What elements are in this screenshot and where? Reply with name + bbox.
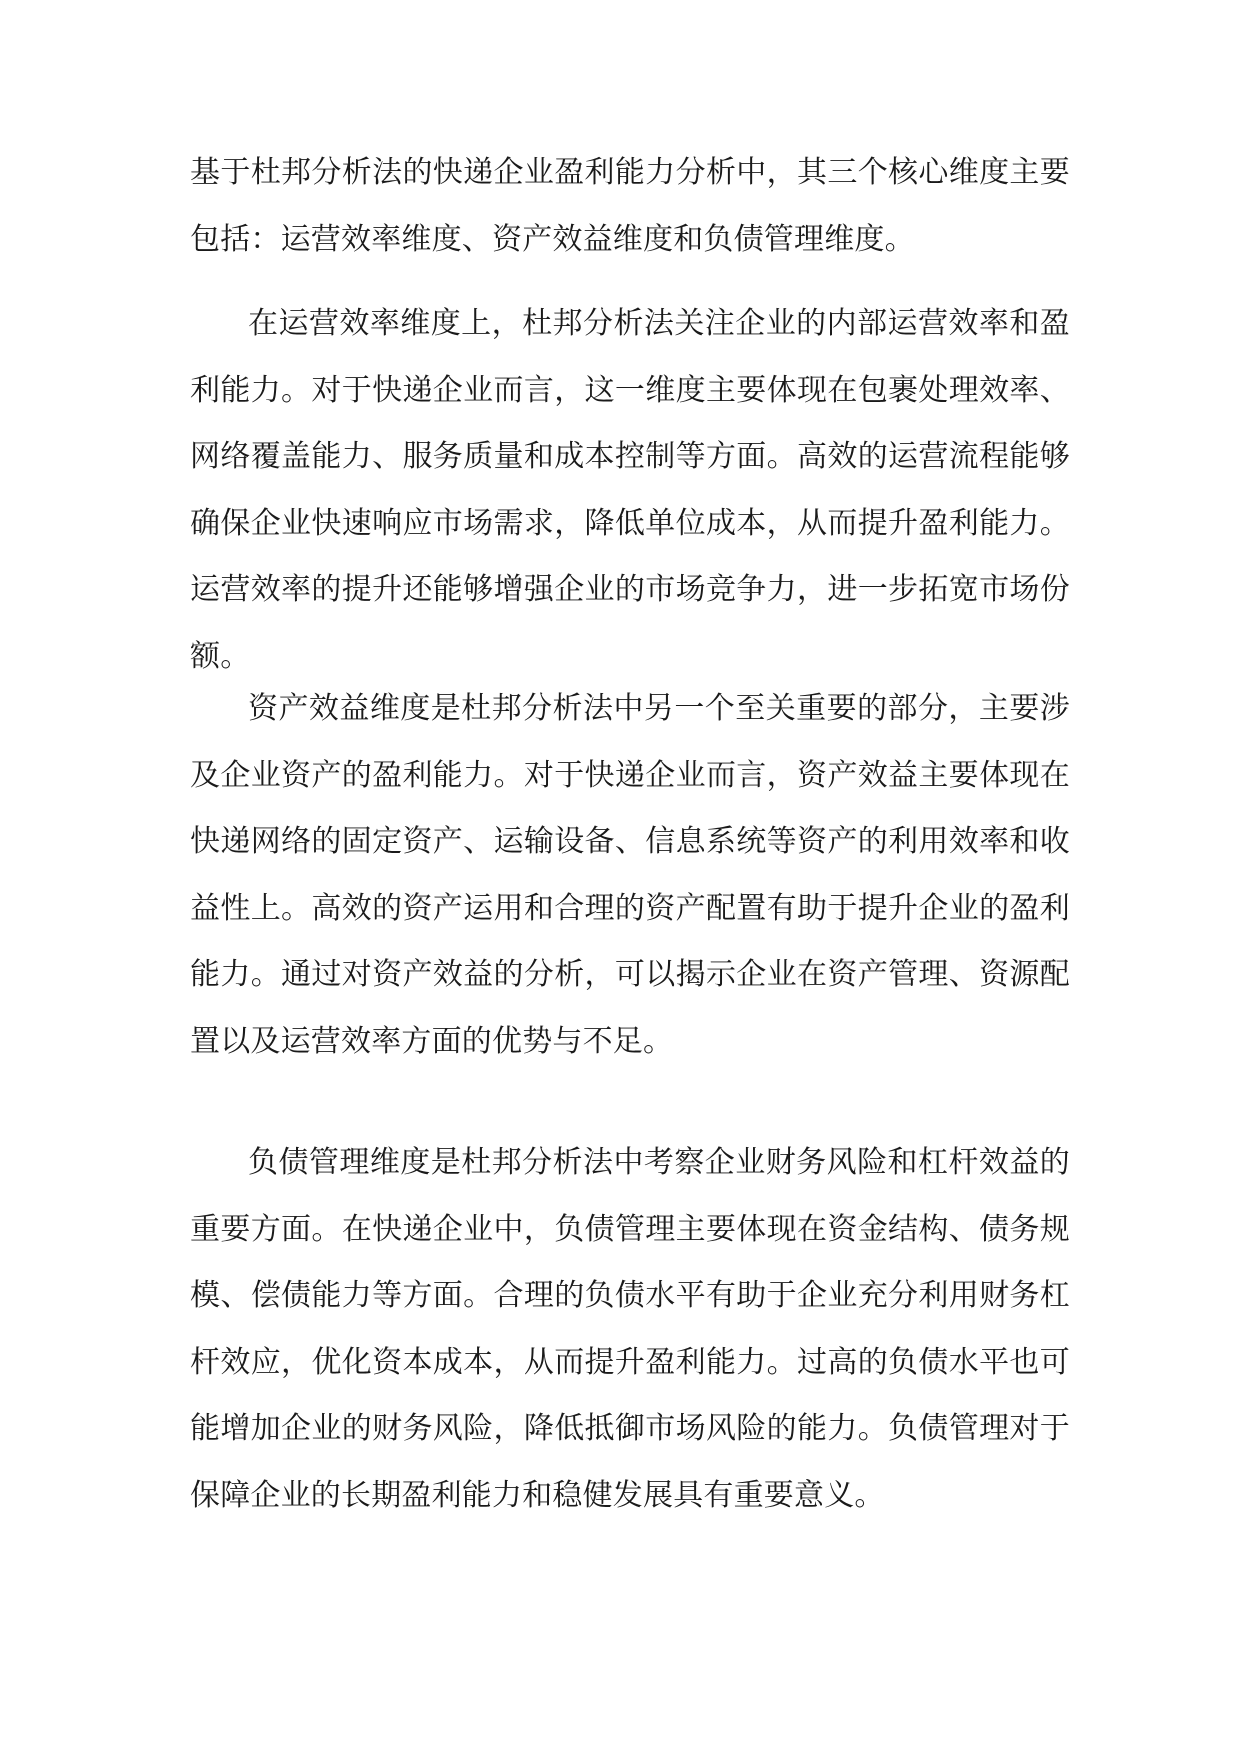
paragraph-intro: 基于杜邦分析法的快递企业盈利能力分析中，其三个核心维度主要包括：运营效率维度、资产效益维度和负债管理维度。 xyxy=(190,155,1070,257)
paragraph-operational-efficiency: 在运营效率维度上，杜邦分析法关注企业的内部运营效率和盈利能力。对于快递企业而言，这一维度主要体现在包裹处理效率、网络覆盖能力、服务质量和成本控制等方面。高效的运营流程能够确保企业快速响应市场需求，降低单位成本，从而提升盈利能力。运营效率的提升还能够增强企业的市场竞争力，进一步拓宽市场份额。 xyxy=(190,306,1070,674)
paragraph-asset-efficiency: 资产效益维度是杜邦分析法中另一个至关重要的部分，主要涉及企业资产的盈利能力。对于快递企业而言，资产效益主要体现在快递网络的固定资产、运输设备、信息系统等资产的利用效率和收益性上。高效的资产运用和合理的资产配置有助于提升企业的盈利能力。通过对资产效益的分析，可以揭示企业在资产管理、资源配置以及运营效率方面的优势与不足。 xyxy=(190,691,1070,1059)
paragraph-debt-management: 负债管理维度是杜邦分析法中考察企业财务风险和杠杆效益的重要方面。在快递企业中，负债管理主要体现在资金结构、债务规模、偿债能力等方面。合理的负债水平有助于企业充分利用财务杠杆效应，优化资本成本，从而提升盈利能力。过高的负债水平也可能增加企业的财务风险，降低抵御市场风险的能力。负债管理对于保障企业的长期盈利能力和稳健发展具有重要意义。 xyxy=(190,1145,1070,1513)
